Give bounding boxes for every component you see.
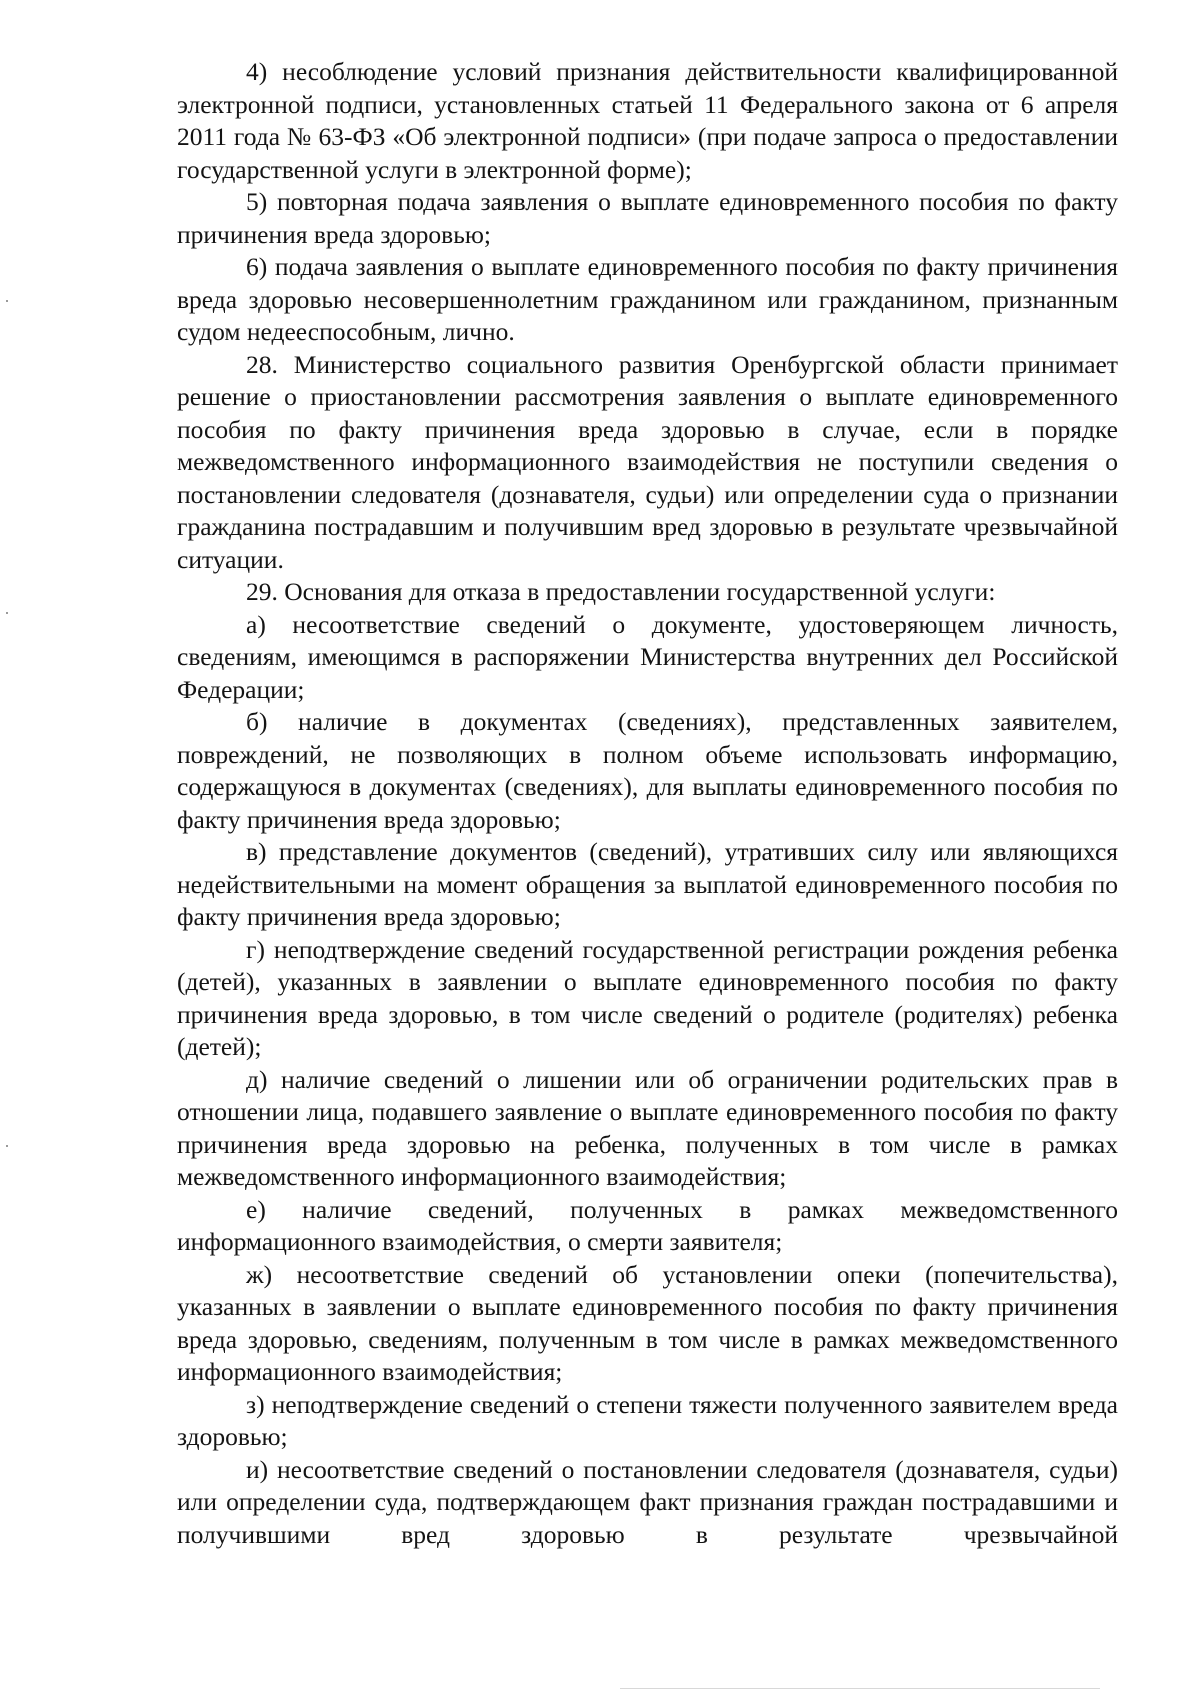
paragraph-item-6: 6) подача заявления о выплате единовременного пособия по факту причинения вреда здоровью несовершеннолетним гражданином или гражданином, признанным судом недееспособным, лично.: [177, 252, 1118, 346]
paragraph-clause-28: 28. Министерство социального развития Оренбургской области принимает решение о приостановлении рассмотрения заявления о выплате единовременного пособия по факту причинения вреда здоровью в случае, если в порядке межведомственного информационного взаимодействия не поступили сведения о постановлении следователя (дознавателя, судьи) или определении суда о признании гражданина пострадавшим и получившим вред здоровью в результате чрезвычайной ситуации.: [177, 349, 1118, 574]
scan-edge-mark-bottom: [620, 1688, 1100, 1689]
scan-edge-mark-left: [6, 300, 8, 302]
paragraph-item-d: д) наличие сведений о лишении или об ограничении родительских прав в отношении лица, подавшего заявление о выплате единовременного пособия по факту причинения вреда здоровью на ребенка, полученных в том числе в рамках межведомственного информационного взаимодействия;: [177, 1064, 1118, 1191]
paragraph-item-4: 4) несоблюдение условий признания действительности квалифицированной электронной подписи, установленных статьей 11 Федерального закона от 6 апреля 2011 года № 63-ФЗ «Об электронной подписи» (при подаче запроса о предоставлении государственной услуги в электронной форме);: [177, 57, 1118, 184]
paragraph-clause-29: 29. Основания для отказа в предоставлении государственной услуги:: [246, 577, 996, 606]
paragraph-item-5: 5) повторная подача заявления о выплате единовременного пособия по факту причинения вреда здоровью;: [177, 187, 1118, 249]
paragraph-item-v: в) представление документов (сведений), утративших силу или являющихся недействительными на момент обращения за выплатой единовременного пособия по факту причинения вреда здоровью;: [177, 837, 1118, 931]
document-body: [177, 56, 1118, 1551]
scan-edge-mark-left: [6, 1145, 8, 1147]
paragraph-item-b: б) наличие в документах (сведениях), представленных заявителем, повреждений, не позволяющих в полном объеме использовать информацию, содержащуюся в документах (сведениях), для выплаты единовременного пособия по факту причинения вреда здоровью;: [177, 707, 1118, 834]
paragraph-item-i: и) несоответствие сведений о постановлении следователя (дознавателя, судьи) или определении суда, подтверждающем факт признания граждан пострадавшими и получившими вред здоровью в результате чрезвычайной: [177, 1454, 1118, 1549]
paragraph-item-e: е) наличие сведений, полученных в рамках межведомственного информационного взаимодействия, о смерти заявителя;: [177, 1194, 1118, 1256]
scan-edge-mark-left: [6, 612, 8, 614]
paragraph-item-a: а) несоответствие сведений о документе, удостоверяющем личность, сведениям, имеющимся в распоряжении Министерства внутренних дел Российской Федерации;: [177, 609, 1118, 704]
paragraph-item-z: з) неподтверждение сведений о степени тяжести полученного заявителем вреда здоровью;: [177, 1389, 1118, 1451]
paragraph-item-zh: ж) несоответствие сведений об установлении опеки (попечительства), указанных в заявлении о выплате единовременного пособия по факту причинения вреда здоровью, сведениям, полученным в том числе в рамках межведомственного информационного взаимодействия;: [177, 1259, 1118, 1386]
paragraph-item-g: г) неподтверждение сведений государственной регистрации рождения ребенка (детей), указанных в заявлении о выплате единовременного пособия по факту причинения вреда здоровью, в том числе сведений о родителе (родителях) ребенка (детей);: [177, 934, 1118, 1061]
